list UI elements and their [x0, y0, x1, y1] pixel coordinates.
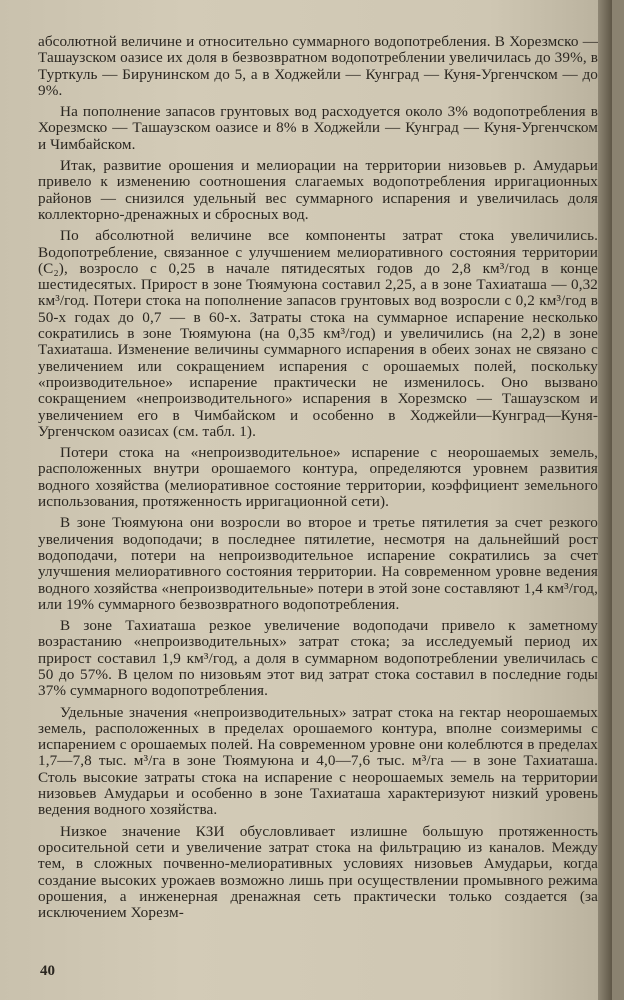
paragraph: Удельные значения «непроизводительных» затрат стока на гектар неорошаемых земель, расположенных в пределах орошаемого контура, вполне соизмеримы с испарением с орошаемых полей. На современном уровне они колеблются в пределах 1,7—7,8 тыс. м³/га в зоне Тюямуюна и 4,0—7,6 тыс. м³/га — в зоне Тахиаташа. Столь высокие затраты стока на испарение с неорошаемых земель на территории низовьев Амударьи и особенно в зоне Тахиаташа характеризуют низкий уровень ведения водного хозяйства.	[38, 703, 598, 819]
paragraph: На пополнение запасов грунтовых вод расходуется около 3% водопотребления в Хорезмско — Ташаузском оазисе и 8% в Ходжейли — Кунград — Куня-Ургенчском и Чимбайском.	[38, 103, 598, 153]
paragraph: Низкое значение КЗИ обусловливает излишне большую протяженность оросительной сети и увеличение затрат стока на фильтрацию из каналов. Между тем, в сложных почвенно-мелиоративных условиях низовьев Амударьи, когда создание высоких урожаев возможно лишь при осуществлении промывного режима орошения, а инженерная дренажная сеть практически только создается (за исключением Хорезм-	[38, 822, 598, 922]
page-edge-shadow	[598, 0, 612, 1000]
body-text	[38, 34, 598, 926]
paragraph: В зоне Тахиаташа резкое увеличение водоподачи привело к заметному возрастанию «непроизводительных» затрат стока; за исследуемый период их прирост составил 1,9 км³/год, а доля в суммарном водопотреблении увеличилась с 50 до 57%. В целом по низовьям этот вид затрат стока составил в последние годы 37% суммарного водопотребления.	[38, 617, 598, 700]
paragraph: По абсолютной величине все компоненты затрат стока увеличились. Водопотребление, связанное с улучшением мелиоративного состояния территории (C₂), возросло с 0,25 в начале пятидесятых годов до 2,8 км³/год в конце шестидесятых. Прирост в зоне Тюямуюна составил 2,25, а в зоне Тахиаташа — 0,32 км³/год. Потери стока на пополнение запасов грунтовых вод возросли с 0,2 км³/год в 50-х годах до 0,7 — в 60-х. Затраты стока на суммарное испарение несколько сократились в зоне Тюямуюна (на 0,35 км³/год) и увеличились (на 2,2) в зоне Тахиаташа. Изменение величины суммарного испарения в обеих зонах не связано с увеличением или сокращением испарения с орошаемых полей, поскольку «производительное» испарение практически не изменилось. Оно вызвано сокращением «непроизводительного» испарения в Хорезмско — Ташаузском и увеличением его в Чимбайском и особенно в Ходжейли—Кунград—Куня-Ургенчском оазисах (см. табл. 1).	[38, 227, 598, 440]
paragraph: абсолютной величине и относительно суммарного водопотребления. В Хорезмско — Ташаузском оазисе их доля в безвозвратном водопотреблении увеличилась до 39%, в Турткуль — Бирунинском до 5, а в Ходжейли — Кунград — Куня-Ургенчском — до 9%.	[38, 33, 598, 99]
paragraph: В зоне Тюямуюна они возросли во второе и третье пятилетия за счет резкого увеличения водоподачи; в последнее пятилетие, несмотря на дальнейший рост водоподачи, потери на непроизводительное испарение сократились за счет улучшения мелиоративного состояния территории. На современном уровне ведения водного хозяйства «непроизводительные» потери в этой зоне составляют 1,4 км³/год, или 19% суммарного безвозвратного водопотребления.	[38, 514, 598, 613]
page-number: 40	[40, 963, 55, 979]
paragraph: Потери стока на «непроизводительное» испарение с неорошаемых земель, расположенных внутри орошаемого контура, определяются уровнем развития водного хозяйства (мелиоративное состояние территории, коэффициент земельного использования, протяженность ирригационной сети).	[38, 444, 598, 511]
paragraph: Итак, развитие орошения и мелиорации на территории низовьев р. Амударьи привело к изменению соотношения слагаемых водопотребления ирригационных районов — снизился удельный вес суммарного испарения и увеличилась доля коллекторно-дренажных и сбросных вод.	[38, 157, 598, 223]
